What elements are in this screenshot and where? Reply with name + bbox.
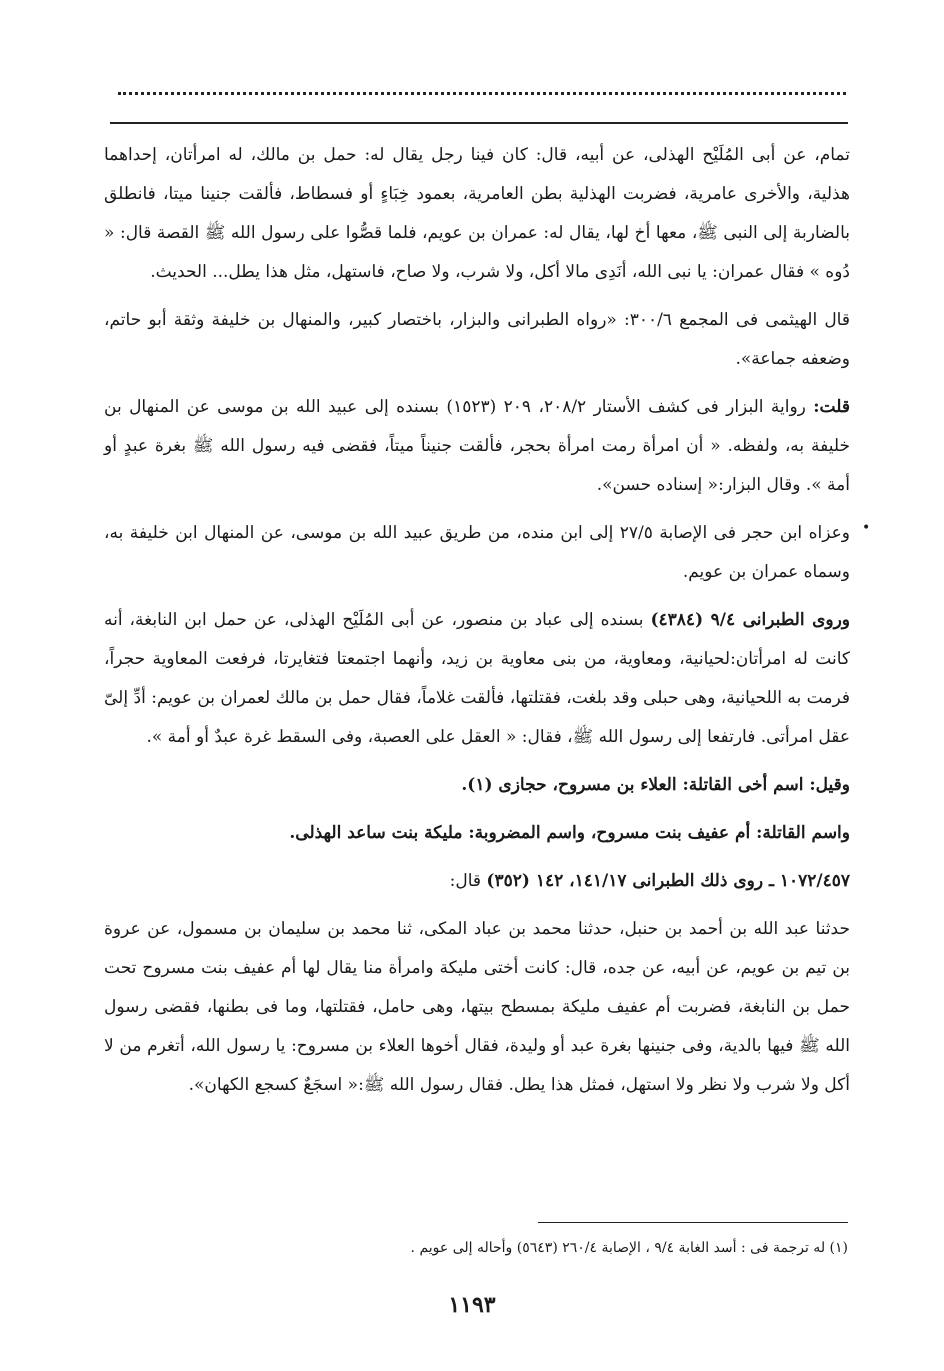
paragraph-1	[104, 136, 850, 292]
paragraph-lead: قلت:	[813, 397, 850, 417]
header-rule	[110, 122, 848, 124]
paragraph-9	[104, 910, 850, 1105]
footnote: (١) له ترجمة فى : أسد الغابة ٩/٤ ، الإصابة ٢٦٠/٤ (٥٦٤٣) وأحاله إلى عويم .	[410, 1240, 848, 1256]
paragraph-text: قال الهيثمى فى المجمع ٣٠٠/٦: «رواه الطبرانى والبزار، باختصار كبير، والمنهال بن خليفة وثقة أبو حاتم، وضعفه جماعة».	[104, 310, 850, 369]
paragraph-text: وعزاه ابن حجر فى الإصابة ٢٧/٥ إلى ابن منده، من طريق عبيد الله بن موسى، عن المنهال ابن خليفة به، وسماه عمران بن عويم.	[104, 523, 850, 582]
paragraph-text: وقيل: اسم أخى القاتلة: العلاء بن مسروح، حجازى (١).	[461, 775, 850, 795]
paragraph-lead: وروى الطبرانى ٩/٤ (٤٣٨٤)	[650, 610, 850, 630]
paragraph-8	[104, 862, 850, 901]
main-text	[104, 136, 850, 1114]
paragraph-text: واسم القاتلة: أم عفيف بنت مسروح، واسم المضروبة: مليكة بنت ساعد الهذلى.	[289, 823, 850, 843]
paragraph-4	[104, 514, 850, 592]
paragraph-text: حدثنا عبد الله بن أحمد بن حنبل، حدثنا محمد بن عباد المكى، ثنا محمد بن سليمان بن مسمول، عن عروة بن تيم بن عويم، عن أبيه، عن جده، قال: كانت أختى مليكة وامرأة منا يقال لها أم عفيف بنت مسروح تحت حمل بن النابغة، فضربت أم عفيف مليكة بمسطح بيتها، وهى حامل، فقتلتها، وما فى بطنها، فقضى رسول الله ﷺ فيها بالدية، وفى جنينها بغرة عبد أو وليدة، فقال أخوها العلاء بن مسروح: يا رسول الله، أتغرم من لا أكل ولا شرب ولا نظر ولا استهل، فمثل هذا يطل. فقال رسول الله ﷺ:« اسجَعٌ كسجع الكهان».	[104, 919, 850, 1095]
paragraph-7	[104, 814, 850, 853]
paragraph-5	[104, 601, 850, 757]
page-number: ١١٩٣	[448, 1292, 496, 1318]
paragraph-6	[104, 766, 850, 805]
paragraph-text: رواية البزار فى كشف الأستار ٢٠٨/٢، ٢٠٩ (١٥٢٣) بسنده إلى عبيد الله بن موسى عن المنهال بن خليفة به، ولفظه. « أن امرأة رمت امرأة بحجر، فألقت جنيناً ميتاً، فقضى فيه رسول الله ﷺ بغرة عبدٍ أو أمة ». وقال البزار:« إسناده حسن».	[104, 397, 850, 495]
header-dotted-line	[118, 92, 846, 95]
paragraph-text: تمام، عن أبى المُلَيْح الهذلى، عن أبيه، قال: كان فينا رجل يقال له: حمل بن مالك، له امرأتان، إحداهما هذلية، والأخرى عامرية، فضربت الهذلية بطن العامرية، بعمود خِبَاءٍ أو فسطاط، فألقت جنينا ميتا، فانطلق بالضاربة إلى النبى ﷺ، معها أخ لها، يقال له: عمران بن عويم، فلما قصُّوا على رسول الله ﷺ القصة قال: « دُوه » فقال عمران: يا نبى الله، أنَدِى مالا أكل، ولا شرب، ولا صاح، فاستهل، مثل هذا يطل... الحديث.	[104, 145, 850, 282]
margin-mark: •	[862, 520, 871, 536]
paragraph-text: بسنده إلى عباد بن منصور، عن أبى المُلَيْح الهذلى، عن حمل ابن النابغة، أنه كانت له امرأتان:لحيانية، ومعاوية، من بنى معاوية بن زيد، وأنهما اجتمعتا فتغايرتا، فرفعت المعاوية حجراً، فرمت به اللحيانية، وهى حبلى وقد بلغت، فقتلتها، فألقت غلاماً، فقال حمل بن مالك لعمران بن عويم: أدِّ إلىّ عقل امرأتى. فارتفعا إلى رسول الله ﷺ، فقال: « العقل على العصبة، وفى السقط غرة عبدٌ أو أمة ».	[104, 610, 850, 747]
hadith-number-lead: ١٠٧٢/٤٥٧ ـ روى ذلك الطبرانى ١٤١/١٧، ١٤٢ (٣٥٢)	[486, 871, 850, 891]
paragraph-3	[104, 388, 850, 505]
footnote-rule	[538, 1222, 848, 1223]
paragraph-2	[104, 301, 850, 379]
paragraph-text: قال:	[449, 871, 481, 891]
